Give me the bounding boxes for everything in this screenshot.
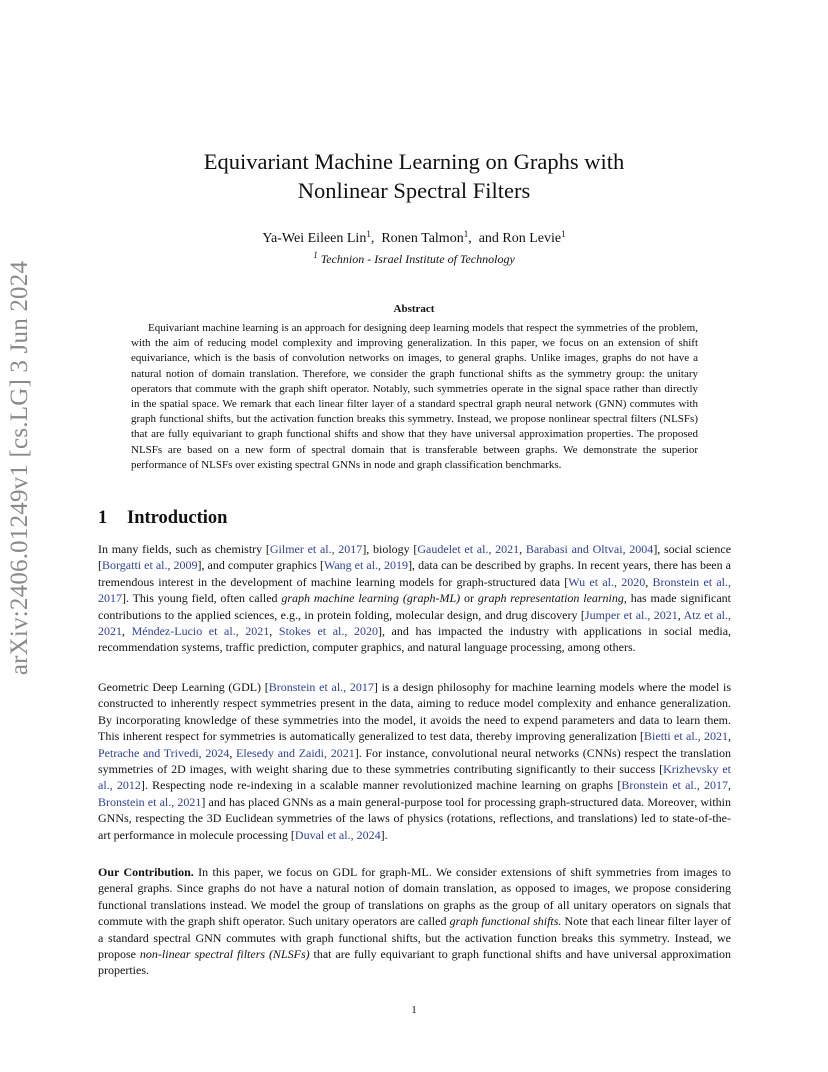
citation-link[interactable]: Elesedy and Zaidi, 2021 [236,745,355,760]
citation-link[interactable]: Borgatti et al., 2009 [102,558,198,573]
paper-title [100,147,728,205]
paragraph-text: ]. Respecting node re-indexing in a scalable manner revolutionized machine learning on graphs [ [140,778,622,793]
paragraph-text: Geometric Deep Learning (GDL) [ [98,680,269,694]
citation-link[interactable]: Bronstein et al., 2021 [98,794,202,809]
paragraph-text: , has made significant contributions to the applied sciences, e.g., in protein folding, molecular design, and drug discovery [ [98,591,732,622]
paragraph-text: ]. This young field, often called [122,591,282,606]
citation-link[interactable]: Jumper et al., 2021 [584,607,678,622]
paragraph-text: In this paper, we focus on GDL for graph-ML. We consider extensions of shift symmetries from images to general graphs. Since graphs do not have a natural notion of domain translation, as opposed to images, we propose considering functional translations instead. We model the group of translations on graphs as the group of all unitary operators on signals that commute with the graph shift operator. Such unitary operators are called [98,865,732,929]
paragraph-text: , [728,778,731,793]
paragraph-text: ], social science [ [98,542,732,573]
paragraph-text: , [677,607,684,622]
emphasized-term: graph machine learning (graph-ML) [281,591,461,606]
emphasized-term: non-linear spectral filters (NLSFs) [139,947,310,962]
arxiv-identifier-text: arXiv:2406.01249v1 [cs.LG] 3 Jun 2024 [6,260,33,676]
paragraph-text: , [728,729,731,744]
citation-link[interactable]: Méndez-Lucio et al., 2021 [131,624,270,639]
author-affiliation-mark: 1 [463,229,469,239]
paragraph-text: , [269,624,279,639]
paragraph-text: , [229,745,237,760]
abstract-heading: Abstract [393,303,435,315]
affiliation-mark: 1 [313,250,318,260]
author-affiliation-mark: 1 [561,229,566,239]
intro-paragraph-2 [98,679,731,843]
citation-link[interactable]: Bietti et al., 2021 [644,729,728,744]
citation-link[interactable]: Petrache and Trivedi, 2024 [98,745,230,760]
emphasized-term: graph representation learning [477,591,624,606]
paragraph-text: ]. For instance, convolutional neural networks (CNNs) respect the translation symmetries of 2D images, with weight sharing due to these symmetries contributing significantly to their success [ [98,745,732,777]
citation-link[interactable]: Gilmer et al., 2017 [269,542,363,556]
paragraph-text: or [460,591,478,606]
citation-link[interactable]: Gaudelet et al., 2021 [417,542,520,556]
paragraph-text: In many fields, such as chemistry [ [98,542,270,556]
paragraph-lead-heading: Our Contribution. [98,865,194,879]
author-name: Ron Levie [502,231,562,246]
page-number: 1 [411,1004,417,1016]
intro-paragraph-1 [98,541,731,656]
paragraph-text: , [122,624,132,639]
author-name: Ya-Wei Eileen Lin [262,231,367,246]
author-name: Ronen Talmon [381,231,464,246]
paragraph-text: that are fully equivariant to graph functional shifts and have universal approximation properties. [98,947,731,978]
citation-link[interactable]: Barabasi and Oltvai, 2004 [525,542,654,556]
citation-link[interactable]: Krizhevsky et al., 2012 [98,762,731,793]
section-heading-introduction [98,507,227,529]
paragraph-text: ], biology [ [362,542,418,556]
paragraph-text: ] is a design philosophy for machine learning models where the model is constructed to inherently respect symmetries present in the data, aiming to reduce model complexity and enhance generalization. By incorporating knowledge of these symmetries into the model, it avoids the need to expend parameters and data to learn them. This inherent respect for symmetries is automatically generalized to test data, thereby improving generalization [ [98,680,731,744]
section-title: Introduction [127,508,228,528]
citation-link[interactable]: Bronstein et al., 2017 [268,680,374,694]
citation-link[interactable]: Atz et al., 2021 [98,607,731,639]
citation-link[interactable]: Duval et al., 2024 [294,827,381,842]
section-number: 1 [98,508,108,528]
contribution-paragraph [98,864,731,979]
citation-link[interactable]: Wang et al., 2019 [323,558,409,573]
paper-title-line-2: Nonlinear Spectral Filters [297,178,531,203]
paragraph-text: Note that each linear filter layer of a standard spectral GNN commutes with graph functional shifts, but the activation function breaks this symmetry. Instead, we propose [98,914,731,962]
citation-link[interactable]: Bronstein et al., 2017 [98,574,732,606]
citation-link[interactable]: Wu et al., 2020 [568,574,646,589]
emphasized-term: graph functional shifts. [449,914,562,929]
abstract-text: Equivariant machine learning is an approach for designing deep learning models that respect the symmetries of the problem, with the aim of reducing model complexity and improving generalization. In this paper, we focus on an extension of shift equivariance, which is the basis of convolution networks on images, to general graphs. Unlike images, graphs do not have a natural notion of domain translation. Therefore, we consider the graph functional shifts as the symmetry group: the unitary operators that commute with the graph shift operator. Notably, such symmetries operate in the signal space rather than directly in the spatial space. We remark that each linear filter layer of a standard spectral graph neural network (GNN) commutes with graph functional shifts, but the activation function breaks this symmetry. Instead, we propose nonlinear spectral filters (NLSFs) that are fully equivariant to graph functional shifts and show that they have universal approximation properties. The proposed NLSFs are based on a new form of spectral domain that is transferable between graphs. We demonstrate the superior performance of NLSFs over existing spectral GNNs in node and graph classification benchmarks. [131,322,698,471]
author-affiliation-mark: 1 [366,229,371,239]
paragraph-text: ] and has placed GNNs as a main general-purpose tool for processing graph-structured data. Moreover, within GNNs, respecting the 3D Euclidean symmetries of the laws of physics (rotations, reflections, and translations) led to state-of-the-art performance in molecule processing [ [98,794,731,842]
paragraph-text: ], and has impacted the industry with applications in social media, recommendation systems, traffic prediction, computer graphics, and natural language processing, among others. [98,624,732,655]
affiliation-name: Technion - Israel Institute of Technology [320,252,515,266]
author-list: Ya-Wei Eileen Lin$^1$, Ronen Talmon$^1$, and Ron Levie$^1$ [262,229,566,246]
author-conjunction: and [478,231,499,246]
paper-title-line-1: Equivariant Machine Learning on Graphs with [203,149,625,174]
paragraph-text: , [519,542,526,556]
paragraph-text: ], and computer graphics [ [197,558,324,573]
paragraph-text: , [645,574,653,589]
affiliation [100,251,728,267]
citation-link[interactable]: Stokes et al., 2020 [278,624,378,639]
citation-link[interactable]: Bronstein et al., 2017 [621,778,728,793]
paragraph-text: ], data can be described by graphs. In recent years, there has been a tremendous interest in the development of machine learning models for graph-structured data [ [98,558,731,589]
paragraph-text: ]. [380,827,388,842]
